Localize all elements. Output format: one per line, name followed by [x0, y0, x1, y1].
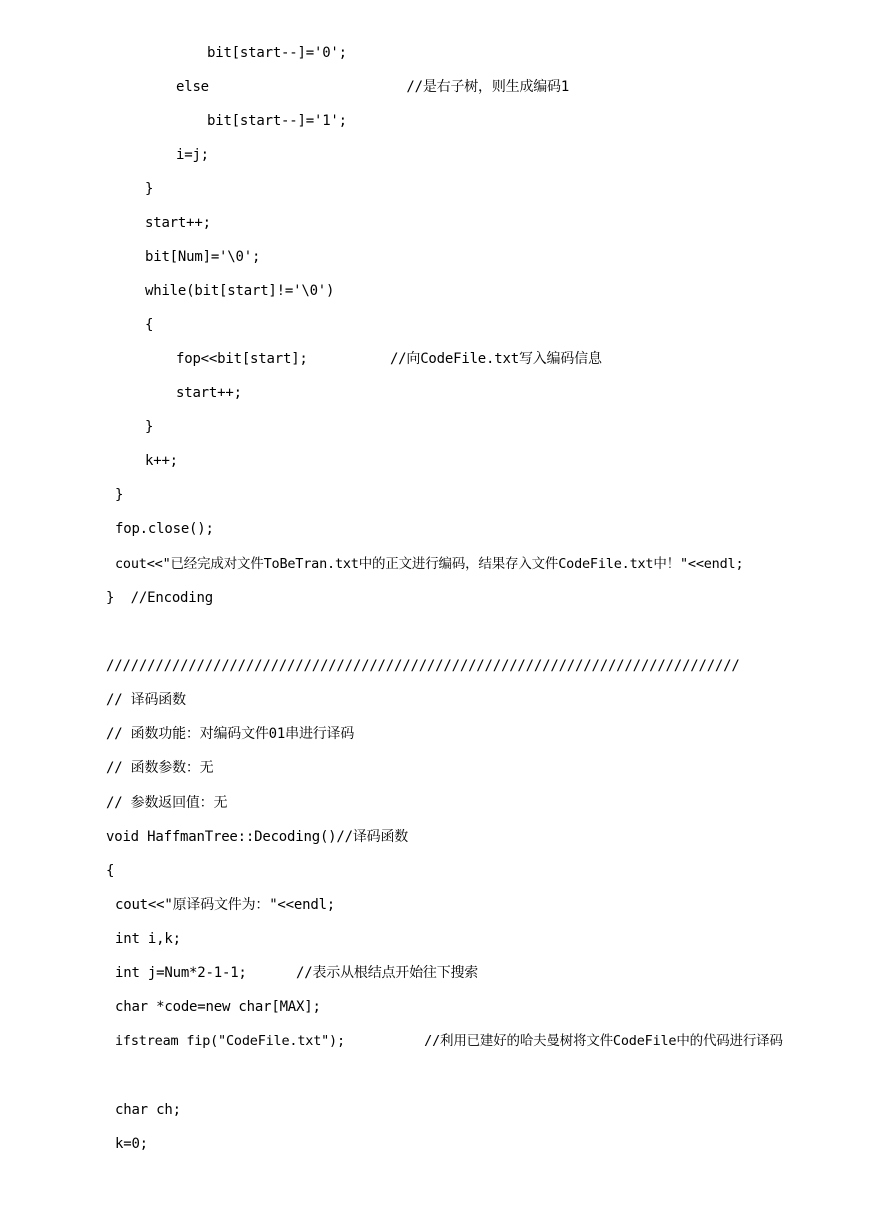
code-line: int j=Num*2-1-1; //表示从根结点开始往下搜索: [115, 965, 479, 981]
code-line: bit[Num]='\0';: [145, 249, 261, 265]
comment-line: // 参数返回值：无: [106, 795, 228, 811]
code-line: } //Encoding: [106, 590, 213, 606]
code-line: }: [145, 181, 154, 197]
code-line: k=0;: [115, 1136, 148, 1152]
comment-line: // 译码函数: [106, 692, 186, 708]
code-line: cout<<"已经完成对文件ToBeTran.txt中的正文进行编码，结果存入文件CodeFile.txt中！"<<endl;: [115, 556, 744, 572]
code-line: char *code=new char[MAX];: [115, 999, 321, 1015]
separator-line: /////////////////////////////////////////////////////////////////////////////: [106, 658, 740, 674]
code-line: {: [145, 317, 154, 333]
code-line: fop<<bit[start]; //向CodeFile.txt写入编码信息: [176, 351, 602, 367]
code-line: start++;: [176, 385, 242, 401]
code-line: bit[start--]='0';: [207, 45, 347, 61]
code-line: {: [106, 863, 115, 879]
code-line: while(bit[start]!='\0'): [145, 283, 335, 299]
code-line: cout<<"原译码文件为："<<endl;: [115, 897, 336, 913]
code-line: ifstream fip("CodeFile.txt"); //利用已建好的哈夫曼树将文件CodeFile中的代码进行译码: [115, 1033, 783, 1049]
code-line: fop.close();: [115, 521, 214, 537]
code-line: i=j;: [176, 147, 209, 163]
code-line: else //是右子树，则生成编码1: [176, 79, 570, 95]
code-line: void HaffmanTree::Decoding()//译码函数: [106, 829, 409, 845]
code-line: k++;: [145, 453, 178, 469]
comment-line: // 函数参数：无: [106, 760, 214, 776]
code-line: }: [115, 487, 124, 503]
code-line: int i,k;: [115, 931, 181, 947]
code-line: }: [145, 419, 154, 435]
code-line: start++;: [145, 215, 211, 231]
code-line: char ch;: [115, 1102, 181, 1118]
comment-line: // 函数功能：对编码文件01串进行译码: [106, 726, 355, 742]
code-line: bit[start--]='1';: [207, 113, 347, 129]
